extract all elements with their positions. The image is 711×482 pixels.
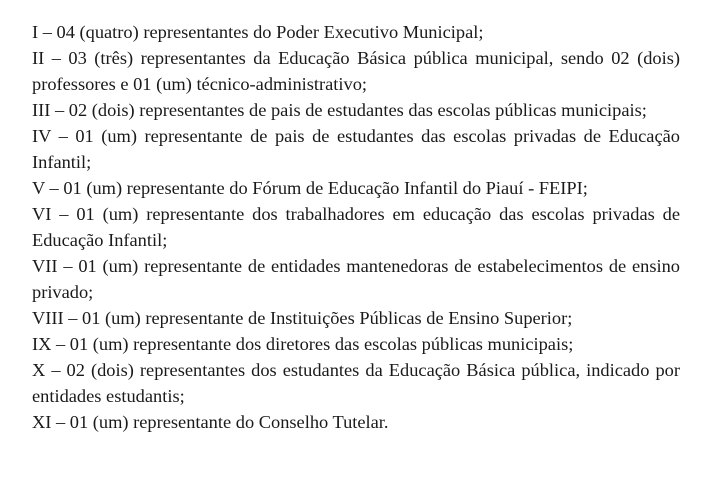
- document-body: [32, 19, 680, 435]
- list-item-ii: II – 03 (três) representantes da Educação Básica pública municipal, sendo 02 (dois) professores e 01 (um) técnico-administrativo;: [32, 48, 680, 94]
- list-item-i: I – 04 (quatro) representantes do Poder Executivo Municipal;: [32, 22, 484, 42]
- list-item-iv: IV – 01 (um) representante de pais de estudantes das escolas privadas de Educação Infantil;: [32, 126, 680, 172]
- list-item-iii: III – 02 (dois) representantes de pais de estudantes das escolas públicas municipais;: [32, 100, 647, 120]
- list-item-viii: VIII – 01 (um) representante de Instituições Públicas de Ensino Superior;: [32, 308, 573, 328]
- list-item-ix: IX – 01 (um) representante dos diretores das escolas públicas municipais;: [32, 334, 574, 354]
- list-item-x: X – 02 (dois) representantes dos estudantes da Educação Básica pública, indicado por entidades estudantis;: [32, 360, 680, 406]
- list-item-vii: VII – 01 (um) representante de entidades mantenedoras de estabelecimentos de ensino privado;: [32, 256, 680, 302]
- list-item-v: V – 01 (um) representante do Fórum de Educação Infantil do Piauí - FEIPI;: [32, 178, 588, 198]
- list-item-vi: VI – 01 (um) representante dos trabalhadores em educação das escolas privadas de Educação Infantil;: [32, 204, 680, 250]
- list-item-xi: XI – 01 (um) representante do Conselho Tutelar.: [32, 412, 389, 432]
